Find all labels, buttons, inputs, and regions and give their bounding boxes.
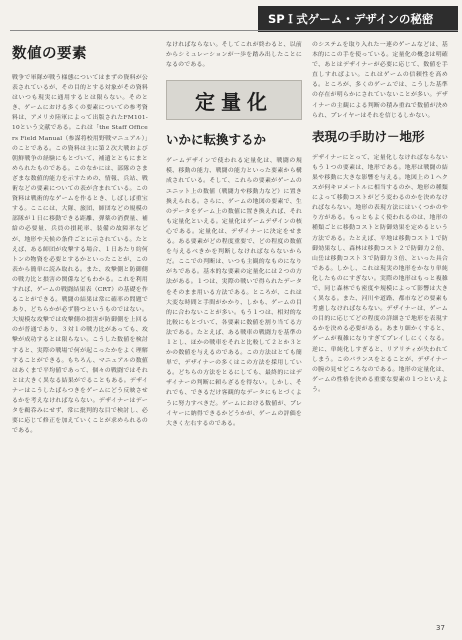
body-paragraph-intro: なければならない。そしてこれが終わると、以前からシミュレーションが一歩を踏み出したことになるのである。 (166, 42, 302, 69)
body-paragraph: 戦争で軍隊が戦う様態についてはまずの資料が公表されているが、その目的とする対象がその資料はいつも現実に通用するとは限らない。そのとき、ゲームにおける多くの要素についての参考資料は、アメリカ陸軍によって出版されたFM101-10という文献である。これは「the Staff Officers Field Manual（参謀将校用野戦マニュアル）」のことである。この資料は主に第２次大戦および朝鮮戦争の経験にもとづいて、補遺とともにまとめられたものである。このなかには、部隊のさまざまな数値的能力を示すための、情報、兵站、戦術などの要素についての表が含まれている。この資料は戦術的なゲームを作るとき、しばしば重宝する。ここには、大隊、旅団、師団などの規模の部隊が１日に移動できる距離、弾薬の消費量、補給の必要量、兵員の損耗率、装備の故障率などが、地形や天候の条件ごとに示されている。たとえば、ある師団が攻撃する場合、１日あたり約何トンの物資を必要とするかといったことが、この表から簡単に読み取れる。また、攻撃側と防御側の戦力比と損害の関係などもわかる。これを利用すれば、ゲームの戦闘結果表（CRT）の基礎を作ることができる。戦闘の結果は常に確率の問題であり、どちらかが必ず勝つというものではない。大規模な攻撃では攻撃側の損害が防御側を上回るのが普通であり、３対１の戦力比があっても、攻撃が成功するとは限らない。こうした数値を検討すると、実際の戦場で何が起こったかをよく理解することができる。もちろん、マニュアルの数値はあくまで平均値であって、個々の戦闘ではそれとは大きく異なる結果がでることもある。デザイナーはこうしたばらつきをゲームにどう反映させるかを考えなければならない。デザイナーはデータを鵜呑みにせず、常に批判的な目で検討し、必要に応じて修正を加えていくことが求められるのである。 (12, 75, 148, 435)
column-left (12, 40, 148, 436)
keyword-box (166, 80, 302, 120)
page-number: 37 (436, 624, 445, 632)
section-title-numeric-elements: 数値の要素 (12, 46, 87, 62)
column-right (312, 40, 448, 395)
body-paragraph: ゲームデザインで使われる定量化は、戦闘の規模、移動の能力、戦闘の能力といった要素から構成されている。そして、これらの要素がゲームのユニット上の数値（戦闘力や移動力など）に置き換えられる。さらに、ゲームの地図の要素で、生のデータをゲーム上の数値に置き換えれば、それも定量化といえる。定量化はゲームデザインの核心である。定量化は、デザイナーに決定をせまる。ある要素がどの程度重要で、どの程度の数値を与えるべきかを判断しなければならないからだ。ここでの判断は、いつも主観的なものになりがちである。基本的な要素の定量化には２つの方法がある。１つは、実際の戦いで得られたデータをそのまま用いる方法である。ところが、これは大変な時間と手間がかかり、しかも、ゲームの目的に合わないことが多い。もう１つは、相対的な比較にもとづいて、各要素に数値を割り当てる方法である。たとえば、ある戦車の戦闘力を基準の１とし、ほかの戦車をそれと比較して２とか３とかの数値を与えるのである。この方法はとても簡単で、デザイナーの多くはこの方法を採用している。どちらの方法をとるにしても、最終的にはデザイナーの判断に頼らざるを得ない。しかし、それでも、できるだけ客観的なデータにもとづくように努力すべきだ。ゲームにおける数値が、プレイヤーに納得できるかどうかが、ゲームの評価を大きく左右するのである。 (166, 158, 302, 427)
column-middle (166, 40, 302, 429)
running-header: SPＩ式ゲーム・デザインの秘密 (258, 6, 458, 32)
header-divider (10, 30, 458, 31)
body-paragraph: デザイナーにとって、定量化しなければならないもう１つの要素は、地形である。地形は戦闘の結果や移動に大きな影響を与える。地図上の１ヘクスが何キロメートルに相当するのか、地形の種類によって移動コストがどう変わるのかを決めなければならない。地形の表現方法にはいくつかのやり方がある。もっともよく使われるのは、地形の種類ごとに移動コストと防御効果を定めるという方法である。たとえば、平地は移動コスト１で防御効果なし、森林は移動コスト２で防御力２倍、山岳は移動コスト３で防御力３倍、といった具合である。しかし、これは現実の地形をかなり単純化したものにすぎない。実際の地形はもっと複雑で、同じ森林でも密度や規模によって影響は大きく異なる。また、河川や道路、都市などの要素も考慮しなければならない。デザイナーは、ゲームの目的に応じてどの程度の詳細さで地形を表現するかを決める必要がある。あまり細かくすると、ゲームが複雑になりすぎてプレイしにくくなる。逆に、単純化しすぎると、リアリティが失われてしまう。このバランスをとることが、デザイナーの腕の見せどころなのである。地形の定量化は、ゲームの性格を決める重要な要素の１つといえよう。 (312, 154, 448, 393)
keyword-box-label: 定量化 (195, 89, 273, 114)
sub-heading-conversion: いかに転換するか (166, 132, 267, 148)
body-paragraph-intro: のシステムを取り入れた一連のゲームなどは、基本的にこの手を使っている。定量化の概念は明確で、あとはデザイナーが必要に応じて、数値を手直しすればよい。これはゲームの信頼性を高める。ところが、多くのゲームでは、こうした基準の存在が明らかにされていないことが多い。デザイナーの主観による判断の積み重ねで数値が決められ、プレイヤーはそれを信じるしかない。 (312, 42, 448, 119)
sub-heading-terrain: 表現の手助け－地形 (312, 128, 425, 144)
